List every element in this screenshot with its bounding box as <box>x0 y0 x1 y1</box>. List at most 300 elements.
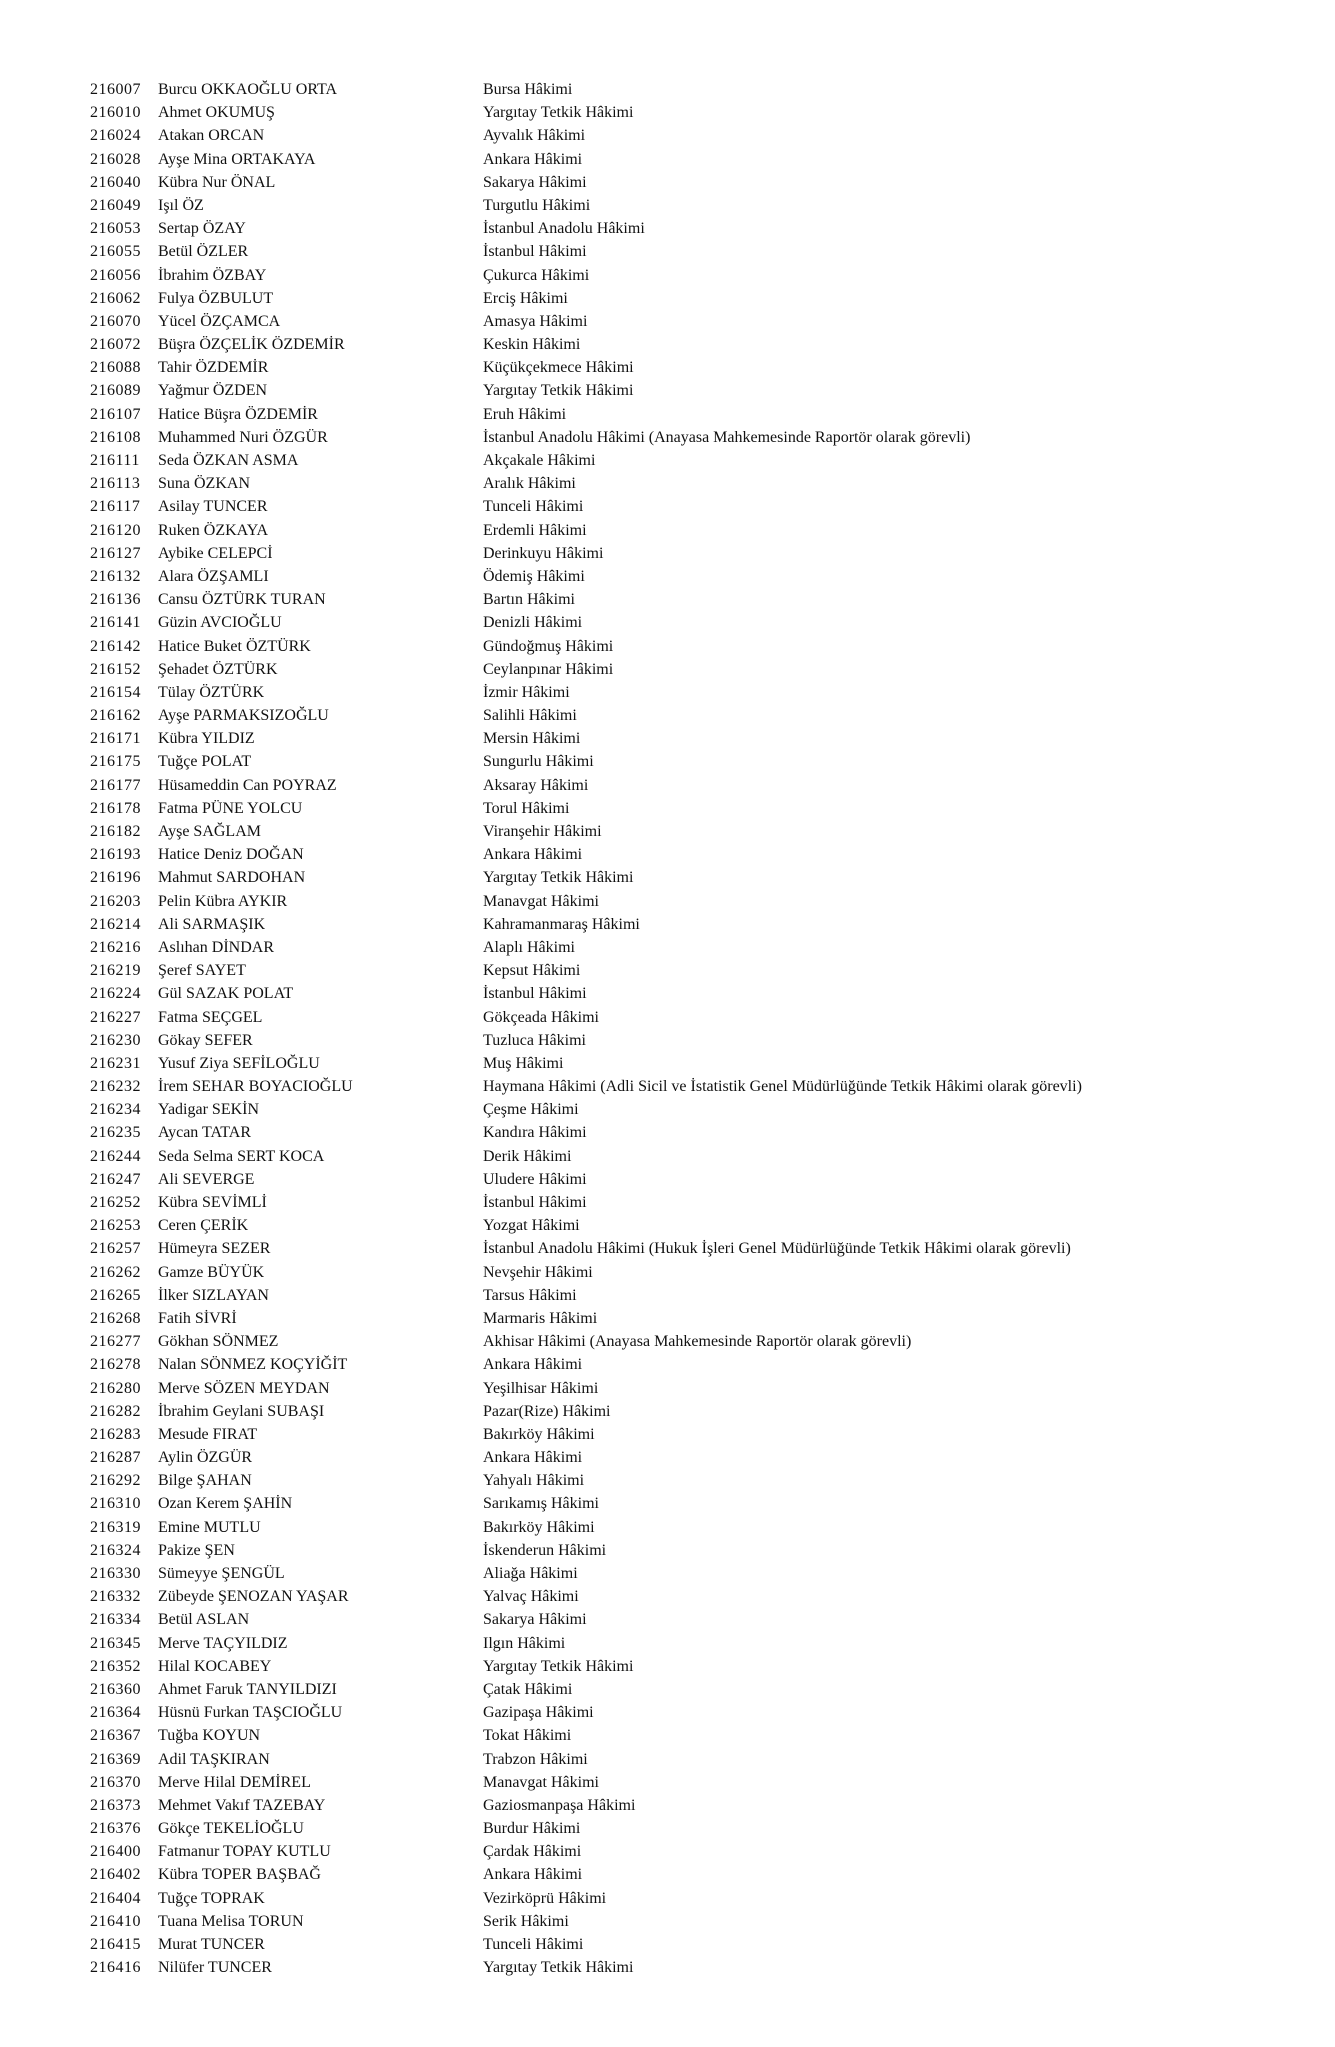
judge-name: Murat TUNCER <box>158 1936 265 1953</box>
judge-registry-number: 216352 <box>90 1657 141 1675</box>
judge-registry-number: 216330 <box>90 1565 141 1582</box>
table-row <box>0 1933 1335 1956</box>
judge-post: Ankara Hâkimi <box>483 1356 583 1374</box>
table-row <box>0 148 1335 171</box>
judge-post: Eruh Hâkimi <box>483 405 567 423</box>
table-row <box>0 611 1335 634</box>
judge-post: İstanbul Anadolu Hâkimi (Hukuk İşleri Genel Müdürlüğünde Tetkik Hâkimi olarak görevli) <box>483 1240 1071 1258</box>
judge-post: Gazipaşa Hâkimi <box>483 1704 594 1722</box>
judge-post: Derik Hâkimi <box>483 1147 572 1165</box>
judge-post: Tunceli Hâkimi <box>483 498 584 516</box>
judge-registry-number: 216364 <box>90 1704 141 1722</box>
table-row <box>0 1585 1335 1608</box>
judge-post: Ankara Hâkimi <box>483 846 583 864</box>
table-row <box>0 310 1335 333</box>
table-row <box>0 588 1335 611</box>
table-row <box>0 1168 1335 1191</box>
judge-name: İlker SIZLAYAN <box>158 1286 269 1304</box>
judge-registry-number: 216324 <box>90 1541 141 1559</box>
judge-post: Erciş Hâkimi <box>483 289 568 307</box>
judge-name: Aslıhan DİNDAR <box>158 938 274 956</box>
table-row <box>0 1400 1335 1423</box>
table-row <box>0 1423 1335 1446</box>
judge-post: Mersin Hâkimi <box>483 730 581 748</box>
judge-registry-number: 216203 <box>90 892 141 910</box>
table-row <box>0 1446 1335 1469</box>
judge-name: Hatice Büşra ÖZDEMİR <box>158 405 318 423</box>
table-row <box>0 1121 1335 1144</box>
table-row <box>0 1655 1335 1678</box>
judge-name: Yücel ÖZÇAMCA <box>158 312 281 330</box>
table-row <box>0 1701 1335 1724</box>
table-row <box>0 264 1335 287</box>
judge-name: Şehadet ÖZTÜRK <box>158 660 278 678</box>
judge-name: Hatice Buket ÖZTÜRK <box>158 637 311 655</box>
table-row <box>0 1284 1335 1307</box>
judge-registry-number: 216089 <box>90 382 141 400</box>
judge-name: Yusuf Ziya SEFİLOĞLU <box>158 1054 320 1072</box>
judge-name: Merve Hilal DEMİREL <box>158 1773 311 1791</box>
judge-registry-number: 216280 <box>90 1379 141 1397</box>
judge-post: Ankara Hâkimi <box>483 1449 583 1467</box>
judge-name: Tahir ÖZDEMİR <box>158 359 269 377</box>
judge-registry-number: 216070 <box>90 312 141 330</box>
judge-post: Tunceli Hâkimi <box>483 1936 584 1953</box>
table-row <box>0 1098 1335 1121</box>
judge-post: Aralık Hâkimi <box>483 475 576 493</box>
judge-name: Kübra YILDIZ <box>158 730 255 748</box>
judge-post: Derinkuyu Hâkimi <box>483 544 604 562</box>
judge-registry-number: 216055 <box>90 243 141 261</box>
judge-post: Gökçeada Hâkimi <box>483 1008 599 1026</box>
table-row <box>0 1794 1335 1817</box>
judge-registry-number: 216152 <box>90 660 141 678</box>
judge-registry-number: 216332 <box>90 1588 141 1606</box>
table-row <box>0 78 1335 101</box>
table-row <box>0 472 1335 495</box>
judge-post: İstanbul Hâkimi <box>483 1194 587 1211</box>
table-row <box>0 1052 1335 1075</box>
judge-name: Gökhan SÖNMEZ <box>158 1333 279 1351</box>
table-row <box>0 843 1335 866</box>
judge-name: Kübra Nur ÖNAL <box>158 173 276 191</box>
table-row <box>0 1863 1335 1886</box>
judge-registry-number: 216415 <box>90 1936 141 1953</box>
judge-post: Sungurlu Hâkimi <box>483 753 594 771</box>
judge-name: Fatma PÜNE YOLCU <box>158 799 303 817</box>
judge-name: Tuana Melisa TORUN <box>158 1912 304 1930</box>
judge-post: Alaplı Hâkimi <box>483 938 575 956</box>
judge-name: Ahmet Faruk TANYILDIZI <box>158 1680 337 1698</box>
judge-post: Salihli Hâkimi <box>483 707 577 725</box>
judge-name: Tülay ÖZTÜRK <box>158 683 265 701</box>
judge-post: Yahyalı Hâkimi <box>483 1472 585 1490</box>
judge-registry-number: 216283 <box>90 1425 141 1443</box>
judge-name: Ali SARMAŞIK <box>158 915 266 933</box>
judge-post: Uludere Hâkimi <box>483 1170 587 1188</box>
judge-registry-number: 216120 <box>90 521 141 539</box>
table-row <box>0 866 1335 889</box>
judge-registry-number: 216367 <box>90 1727 141 1745</box>
judge-registry-number: 216292 <box>90 1472 141 1490</box>
judge-registry-number: 216049 <box>90 196 141 214</box>
judge-registry-number: 216214 <box>90 915 141 933</box>
judge-name: İbrahim ÖZBAY <box>158 266 267 284</box>
judge-registry-number: 216227 <box>90 1008 141 1026</box>
table-row <box>0 194 1335 217</box>
judge-name: Ceren ÇERİK <box>158 1217 249 1235</box>
judge-post: Pazar(Rize) Hâkimi <box>483 1402 611 1420</box>
judge-name: Hilal KOCABEY <box>158 1657 272 1675</box>
judge-name: Alara ÖZŞAMLI <box>158 567 269 585</box>
judge-post: Kahramanmaraş Hâkimi <box>483 915 640 933</box>
judge-registry-number: 216402 <box>90 1866 141 1884</box>
judge-name: Aylin ÖZGÜR <box>158 1449 253 1467</box>
judge-post: Vezirköprü Hâkimi <box>483 1889 607 1907</box>
judge-post: Amasya Hâkimi <box>483 312 588 330</box>
judge-name: Işıl ÖZ <box>158 196 204 214</box>
judge-name: Zübeyde ŞENOZAN YAŞAR <box>158 1588 349 1606</box>
judge-name: Ruken ÖZKAYA <box>158 521 269 539</box>
judge-post: İzmir Hâkimi <box>483 683 570 701</box>
judge-name: Aybike CELEPCİ <box>158 544 273 562</box>
judge-name: Ahmet OKUMUŞ <box>158 104 275 122</box>
table-row <box>0 635 1335 658</box>
table-row <box>0 704 1335 727</box>
judge-name: Hümeyra SEZER <box>158 1240 271 1258</box>
judge-post: Torul Hâkimi <box>483 799 570 817</box>
table-row <box>0 1840 1335 1863</box>
table-row <box>0 333 1335 356</box>
judge-post: Tuzluca Hâkimi <box>483 1031 586 1049</box>
judge-registry-number: 216175 <box>90 753 141 771</box>
judge-registry-number: 216154 <box>90 683 141 701</box>
judge-registry-number: 216370 <box>90 1773 141 1791</box>
table-row <box>0 1214 1335 1237</box>
judge-name: Merve SÖZEN MEYDAN <box>158 1379 330 1397</box>
judge-post: Bakırköy Hâkimi <box>483 1518 595 1536</box>
judge-post: Yeşilhisar Hâkimi <box>483 1379 599 1397</box>
judge-registry-number: 216142 <box>90 637 141 655</box>
judge-post: Akçakale Hâkimi <box>483 452 596 469</box>
judge-name: Asilay TUNCER <box>158 498 268 516</box>
judge-name: Betül ASLAN <box>158 1611 250 1629</box>
table-row <box>0 1029 1335 1052</box>
judge-post: Muş Hâkimi <box>483 1054 564 1072</box>
judge-registry-number: 216193 <box>90 846 141 864</box>
judge-registry-number: 216107 <box>90 405 141 423</box>
judge-name: Büşra ÖZÇELİK ÖZDEMİR <box>158 336 345 354</box>
table-row <box>0 1307 1335 1330</box>
table-row <box>0 240 1335 263</box>
table-row <box>0 1817 1335 1840</box>
judge-registry-number: 216262 <box>90 1263 141 1281</box>
judge-post: Yargıtay Tetkik Hâkimi <box>483 104 634 122</box>
judge-name: Fatma SEÇGEL <box>158 1008 263 1026</box>
judge-post: Gündoğmuş Hâkimi <box>483 637 614 655</box>
judge-name: Gökçe TEKELİOĞLU <box>158 1820 304 1838</box>
judge-post: Kepsut Hâkimi <box>483 962 581 980</box>
table-row <box>0 1771 1335 1794</box>
table-row <box>0 1910 1335 1933</box>
judge-registry-number: 216416 <box>90 1959 141 1977</box>
judge-post: Keskin Hâkimi <box>483 336 581 354</box>
judge-post: Kandıra Hâkimi <box>483 1124 587 1142</box>
judge-name: Suna ÖZKAN <box>158 475 250 493</box>
table-row <box>0 890 1335 913</box>
judge-registry-number: 216360 <box>90 1680 141 1698</box>
judge-name: Fatmanur TOPAY KUTLU <box>158 1843 331 1861</box>
table-row <box>0 1539 1335 1562</box>
judge-post: Tokat Hâkimi <box>483 1727 572 1745</box>
judge-registry-number: 216231 <box>90 1054 141 1072</box>
table-row <box>0 171 1335 194</box>
judge-name: Betül ÖZLER <box>158 243 249 261</box>
judge-registry-number: 216178 <box>90 799 141 817</box>
judge-name: Yadigar SEKİN <box>158 1101 260 1119</box>
judge-registry-number: 216053 <box>90 220 141 238</box>
judge-registry-number: 216282 <box>90 1402 141 1420</box>
judge-name: Ozan Kerem ŞAHİN <box>158 1495 293 1513</box>
judge-post: Aliağa Hâkimi <box>483 1565 578 1582</box>
judge-registry-number: 216277 <box>90 1333 141 1351</box>
table-row <box>0 1748 1335 1771</box>
judge-name: Mesude FIRAT <box>158 1425 258 1443</box>
judge-post: Yargıtay Tetkik Hâkimi <box>483 869 634 887</box>
judge-name: Güzin AVCIOĞLU <box>158 614 282 632</box>
table-row <box>0 1261 1335 1284</box>
judge-registry-number: 216171 <box>90 730 141 748</box>
judge-name: Yağmur ÖZDEN <box>158 382 268 400</box>
judge-post: Ilgın Hâkimi <box>483 1634 566 1652</box>
judge-post: Ankara Hâkimi <box>483 1866 583 1884</box>
judge-registry-number: 216230 <box>90 1031 141 1049</box>
judge-registry-number: 216376 <box>90 1820 141 1838</box>
judge-registry-number: 216235 <box>90 1124 141 1142</box>
judge-name: Sertap ÖZAY <box>158 220 246 238</box>
judge-name: Hatice Deniz DOĞAN <box>158 846 304 864</box>
judge-registry-number: 216334 <box>90 1611 141 1629</box>
judge-registry-number: 216062 <box>90 289 141 307</box>
judge-name: Emine MUTLU <box>158 1518 261 1536</box>
judge-post: Aksaray Hâkimi <box>483 776 589 794</box>
judge-registry-number: 216278 <box>90 1356 141 1374</box>
judge-name: Cansu ÖZTÜRK TURAN <box>158 591 326 609</box>
judge-name: Gökay SEFER <box>158 1031 253 1049</box>
table-row <box>0 356 1335 379</box>
judge-name: Fatih SİVRİ <box>158 1309 237 1327</box>
judge-registry-number: 216224 <box>90 985 141 1003</box>
judge-registry-number: 216232 <box>90 1078 141 1096</box>
table-row <box>0 124 1335 147</box>
table-row <box>0 1516 1335 1539</box>
judge-name: Nalan SÖNMEZ KOÇYİĞİT <box>158 1356 348 1374</box>
judge-name: Seda ÖZKAN ASMA <box>158 452 299 469</box>
judge-registry-number: 216319 <box>90 1518 141 1536</box>
judge-list-page <box>0 78 1335 1979</box>
judge-registry-number: 216108 <box>90 428 141 446</box>
table-row <box>0 1006 1335 1029</box>
judge-registry-number: 216287 <box>90 1449 141 1467</box>
table-row <box>0 287 1335 310</box>
judge-post: Çeşme Hâkimi <box>483 1101 579 1119</box>
judge-registry-number: 216024 <box>90 127 141 145</box>
table-row <box>0 1469 1335 1492</box>
table-row <box>0 1330 1335 1353</box>
table-row <box>0 1632 1335 1655</box>
judge-post: Viranşehir Hâkimi <box>483 823 602 840</box>
judge-post: Burdur Hâkimi <box>483 1820 581 1838</box>
table-row <box>0 1075 1335 1098</box>
judge-registry-number: 216252 <box>90 1194 141 1211</box>
judge-post: Manavgat Hâkimi <box>483 1773 599 1791</box>
judge-post: Çatak Hâkimi <box>483 1680 573 1698</box>
judge-post: Yalvaç Hâkimi <box>483 1588 579 1606</box>
table-row <box>0 727 1335 750</box>
judge-name: Gamze BÜYÜK <box>158 1263 265 1281</box>
judge-name: Şeref SAYET <box>158 962 246 980</box>
judge-registry-number: 216056 <box>90 266 141 284</box>
judge-post: Serik Hâkimi <box>483 1912 569 1930</box>
judge-name: Atakan ORCAN <box>158 127 265 145</box>
judge-registry-number: 216257 <box>90 1240 141 1258</box>
judge-name: Fulya ÖZBULUT <box>158 289 274 307</box>
judge-name: Tuğba KOYUN <box>158 1727 261 1745</box>
judge-name: Merve TAÇYILDIZ <box>158 1634 288 1652</box>
judge-registry-number: 216400 <box>90 1843 141 1861</box>
judge-name: Ali SEVERGE <box>158 1170 255 1188</box>
judge-name: İbrahim Geylani SUBAŞI <box>158 1402 325 1420</box>
table-row <box>0 519 1335 542</box>
judge-post: İskenderun Hâkimi <box>483 1541 607 1559</box>
judge-registry-number: 216404 <box>90 1889 141 1907</box>
judge-registry-number: 216196 <box>90 869 141 887</box>
judge-post: Manavgat Hâkimi <box>483 892 599 910</box>
judge-registry-number: 216136 <box>90 591 141 609</box>
table-row <box>0 542 1335 565</box>
judge-registry-number: 216410 <box>90 1912 141 1930</box>
table-row <box>0 1562 1335 1585</box>
judge-post: Marmaris Hâkimi <box>483 1309 598 1327</box>
table-row <box>0 426 1335 449</box>
judge-post: Akhisar Hâkimi (Anayasa Mahkemesinde Raportör olarak görevli) <box>483 1333 912 1351</box>
judge-name: Nilüfer TUNCER <box>158 1959 272 1977</box>
judge-post: Sakarya Hâkimi <box>483 1611 587 1629</box>
judge-registry-number: 216127 <box>90 544 141 562</box>
judge-registry-number: 216247 <box>90 1170 141 1188</box>
judge-post: Ödemiş Hâkimi <box>483 567 585 585</box>
judge-name: Hüsnü Furkan TAŞCIOĞLU <box>158 1704 343 1722</box>
judge-name: Gül SAZAK POLAT <box>158 985 294 1003</box>
judge-name: Mehmet Vakıf TAZEBAY <box>158 1796 326 1814</box>
table-row <box>0 959 1335 982</box>
table-row <box>0 403 1335 426</box>
judge-name: Aycan TATAR <box>158 1124 251 1142</box>
judge-post: Trabzon Hâkimi <box>483 1750 588 1768</box>
table-row <box>0 797 1335 820</box>
judge-post: Bakırköy Hâkimi <box>483 1425 595 1443</box>
judge-registry-number: 216088 <box>90 359 141 377</box>
judge-name: Kübra SEVİMLİ <box>158 1194 267 1211</box>
judge-name: Adil TAŞKIRAN <box>158 1750 270 1768</box>
table-row <box>0 449 1335 472</box>
table-row <box>0 936 1335 959</box>
table-row <box>0 1956 1335 1979</box>
table-row <box>0 379 1335 402</box>
judge-registry-number: 216010 <box>90 104 141 122</box>
judge-post: Erdemli Hâkimi <box>483 521 587 539</box>
table-row <box>0 774 1335 797</box>
judge-post: Sakarya Hâkimi <box>483 173 587 191</box>
table-row <box>0 565 1335 588</box>
judge-registry-number: 216141 <box>90 614 141 632</box>
judge-post: Yargıtay Tetkik Hâkimi <box>483 382 634 400</box>
judge-name: Tuğçe POLAT <box>158 753 252 771</box>
judge-registry-number: 216007 <box>90 81 141 98</box>
judge-name: Ayşe PARMAKSIZOĞLU <box>158 707 329 725</box>
judge-post: Ceylanpınar Hâkimi <box>483 660 614 678</box>
judge-registry-number: 216028 <box>90 150 141 168</box>
table-row <box>0 750 1335 773</box>
judge-post: İstanbul Hâkimi <box>483 243 587 261</box>
table-row <box>0 658 1335 681</box>
judge-registry-number: 216162 <box>90 707 141 725</box>
table-row <box>0 1887 1335 1910</box>
judge-post: Ayvalık Hâkimi <box>483 127 586 145</box>
judge-post: Sarıkamış Hâkimi <box>483 1495 599 1513</box>
judge-registry-number: 216219 <box>90 962 141 980</box>
judge-registry-number: 216265 <box>90 1286 141 1304</box>
judge-post: Çardak Hâkimi <box>483 1843 582 1861</box>
table-row <box>0 101 1335 124</box>
judge-post: Küçükçekmece Hâkimi <box>483 359 634 377</box>
judge-name: Hüsameddin Can POYRAZ <box>158 776 337 794</box>
judge-registry-number: 216373 <box>90 1796 141 1814</box>
table-row <box>0 1191 1335 1214</box>
judge-registry-number: 216345 <box>90 1634 141 1652</box>
judge-post: İstanbul Anadolu Hâkimi <box>483 220 645 238</box>
judge-registry-number: 216117 <box>90 498 141 516</box>
judge-post: Denizli Hâkimi <box>483 614 583 632</box>
table-row <box>0 1237 1335 1260</box>
judge-registry-number: 216268 <box>90 1309 141 1327</box>
judge-registry-number: 216244 <box>90 1147 141 1165</box>
table-row <box>0 1492 1335 1515</box>
judge-registry-number: 216182 <box>90 823 141 840</box>
judge-post: Yargıtay Tetkik Hâkimi <box>483 1657 634 1675</box>
judge-name: İrem SEHAR BOYACIOĞLU <box>158 1078 353 1096</box>
judge-registry-number: 216234 <box>90 1101 141 1119</box>
judge-name: Burcu OKKAOĞLU ORTA <box>158 81 338 98</box>
judge-name: Ayşe SAĞLAM <box>158 823 261 840</box>
table-row <box>0 1678 1335 1701</box>
judge-name: Mahmut SARDOHAN <box>158 869 306 887</box>
judge-registry-number: 216369 <box>90 1750 141 1768</box>
judge-post: Yozgat Hâkimi <box>483 1217 580 1235</box>
table-row <box>0 820 1335 843</box>
judge-post: Haymana Hâkimi (Adli Sicil ve İstatistik Genel Müdürlüğünde Tetkik Hâkimi olarak görevli) <box>483 1078 1082 1096</box>
judge-post: Ankara Hâkimi <box>483 150 583 168</box>
judge-name: Pakize ŞEN <box>158 1541 235 1559</box>
judge-registry-number: 216113 <box>90 475 141 493</box>
judge-name: Kübra TOPER BAŞBAĞ <box>158 1866 321 1884</box>
judge-post: İstanbul Hâkimi <box>483 985 587 1003</box>
table-row <box>0 1724 1335 1747</box>
judge-registry-number: 216310 <box>90 1495 141 1513</box>
table-row <box>0 1377 1335 1400</box>
judge-post: Gaziosmanpaşa Hâkimi <box>483 1796 636 1814</box>
judge-post: İstanbul Anadolu Hâkimi (Anayasa Mahkemesinde Raportör olarak görevli) <box>483 428 971 446</box>
